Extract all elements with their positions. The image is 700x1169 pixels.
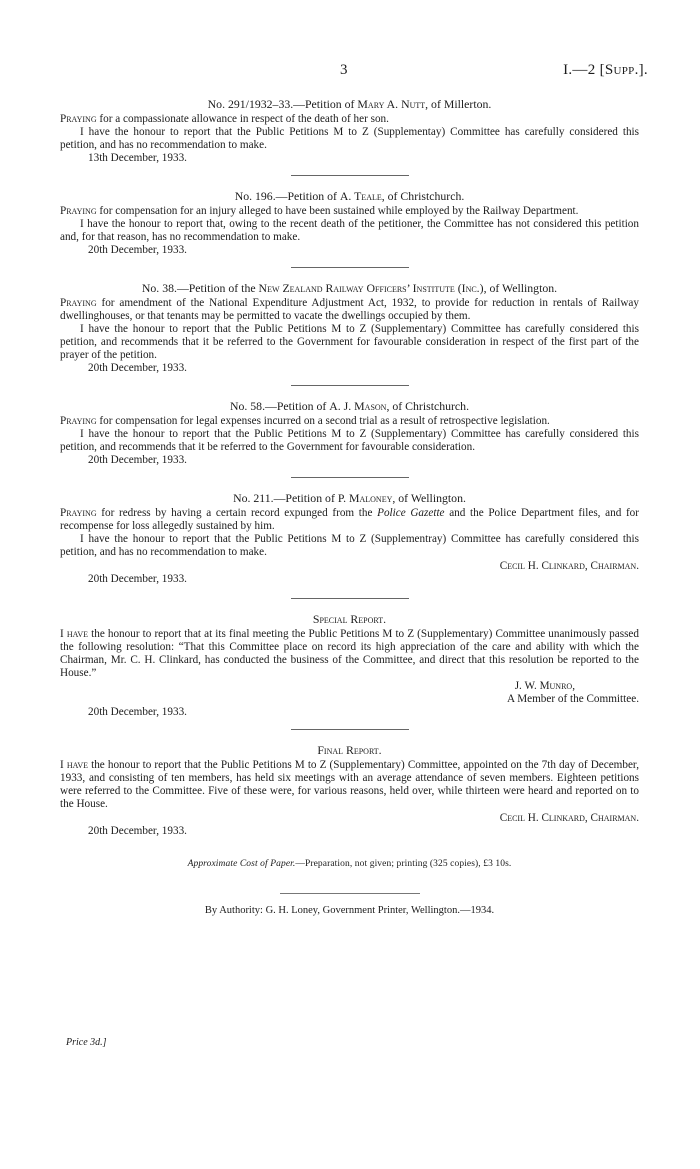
- petition-date: 13th December, 1933.: [88, 152, 187, 164]
- separator-rule: [291, 729, 409, 730]
- special-report-title: Special Report.: [312, 612, 387, 626]
- petition-report: I have the honour to report that the Public Petitions M to Z (Supplementay) Committee has carefully considered this petition, and has no recommendation to make.: [60, 126, 639, 151]
- chairman-signature: Cecil H. Clinkard, Chairman.: [499, 812, 639, 824]
- separator-rule: [291, 598, 409, 599]
- special-report-signatory: J. W. Munro,: [514, 680, 575, 692]
- final-report: [60, 744, 639, 840]
- petition-date: 20th December, 1933.: [88, 573, 187, 585]
- petition-prayer: Praying for a compassionate allowance in respect of the death of her son.: [60, 113, 389, 125]
- footer-rule: [280, 893, 420, 894]
- separator-rule: [291, 477, 409, 478]
- petition-report: I have the honour to report that the Public Petitions M to Z (Supplementary) Committee has carefully considered this petition, and recommends that it be referred to the Government for favourable consideration.: [60, 428, 639, 453]
- petition-prayer: Praying for redress by having a certain record expunged from the Police Gazette and the Police Department files, and for recompense for loss allegedly sustained by him.: [60, 507, 639, 532]
- petitioner-name: New Zealand Railway Officers’ Institute (Inc.): [258, 281, 484, 295]
- petition-prayer: Praying for compensation for legal expenses incurred on a second trial as a result of retrospective legislation.: [60, 415, 550, 427]
- final-report-text: I have the honour to report that the Public Petitions M to Z (Supplementary) Committee, appointed on the 7th day of December, 1933, and consisting of ten members, has held six meetings with an average attendance of seven members. Eighteen petitions were referred to the Committee. Five of these were, for various reasons, held over, while thirteen were heard and reported on to the House.: [60, 759, 640, 810]
- petition-report: I have the honour to report that the Public Petitions M to Z (Supplementray) Committee has carefully considered this petition, and has no recommendation to make.: [60, 533, 639, 558]
- petition-date: 20th December, 1933.: [88, 454, 187, 466]
- petition-prayer: Praying for compensation for an injury alleged to have been sustained while employed by the Railway Department.: [60, 205, 579, 217]
- police-gazette-title: Police Gazette: [377, 507, 445, 519]
- petition-heading: No. 38.—Petition of the New Zealand Railway Officers’ Institute (Inc.), of Wellington.: [141, 281, 558, 295]
- petition-report: I have the honour to report that, owing to the recent death of the petitioner, the Committee has not considered this petition and, for that reason, has no recommendation to make.: [60, 218, 639, 243]
- petition-date: 20th December, 1933.: [88, 244, 187, 256]
- petitioner-name: P. Maloney: [337, 491, 393, 505]
- petition-58: [60, 400, 639, 467]
- petitioner-name: Mary A. Nutt: [357, 97, 426, 111]
- petition-211: [60, 492, 639, 588]
- cost-of-paper: Approximate Cost of Paper.—Preparation, not given; printing (325 copies), £3 10s.: [187, 859, 512, 869]
- chairman-signature: Cecil H. Clinkard, Chairman.: [499, 560, 639, 572]
- special-report-date: 20th December, 1933.: [88, 706, 187, 718]
- separator-rule: [291, 267, 409, 268]
- petitioner-name: A. Teale: [339, 189, 382, 203]
- petition-heading: No. 196.—Petition of A. Teale, of Christchurch.: [234, 189, 465, 203]
- page-number: 3: [340, 62, 348, 78]
- petition-38: [60, 282, 639, 375]
- separator-rule: [291, 385, 409, 386]
- petition-291: [60, 98, 639, 165]
- petition-heading: No. 58.—Petition of A. J. Mason, of Christchurch.: [229, 399, 470, 413]
- petition-196: [60, 190, 639, 257]
- special-report-signatory-role: A Member of the Committee.: [506, 693, 639, 705]
- final-report-title: Final Report.: [317, 743, 382, 757]
- petitioner-name: A. J. Mason: [329, 399, 387, 413]
- petition-date: 20th December, 1933.: [88, 362, 187, 374]
- final-report-date: 20th December, 1933.: [88, 825, 187, 837]
- document-reference: I.—2 [Supp.].: [563, 62, 648, 78]
- printer-authority: By Authority: G. H. Loney, Government Printer, Wellington.—1934.: [204, 905, 495, 916]
- petition-heading: No. 211.—Petition of P. Maloney, of Wellington.: [233, 491, 466, 505]
- document-body: [60, 98, 639, 917]
- separator-rule: [291, 175, 409, 176]
- special-report-text: I have the honour to report that at its final meeting the Public Petitions M to Z (Supplementary) Committee unanimously passed the following resolution: “That this Committee place on record its high appreciation of the care and ability with which the Chairman, Mr. C. H. Clinkard, has conducted the business of the Committee, and direct that this resolution be reported to the House.”: [60, 628, 639, 679]
- price-label: Price 3d.]: [66, 1037, 107, 1048]
- petition-heading: No. 291/1932–33.—Petition of Mary A. Nutt, of Millerton.: [207, 97, 492, 111]
- petition-report: I have the honour to report that the Public Petitions M to Z (Supplementary) Committee has carefully considered this petition, and recommends that it be referred to the Government for favourable consideration in respect of the first part of the prayer of the petition.: [60, 323, 639, 361]
- special-report: [60, 613, 639, 719]
- petition-prayer: Praying for amendment of the National Expenditure Adjustment Act, 1932, to provide for reduction in rentals of Railway dwellinghouses, or that tenants may be permitted to vacate the dwellings occupied by them.: [60, 297, 639, 322]
